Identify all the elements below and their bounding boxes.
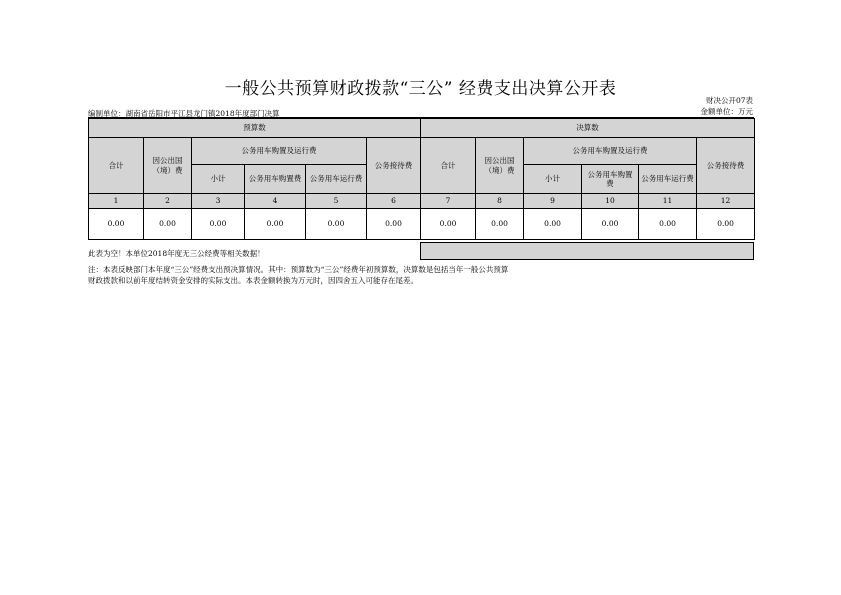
final-vehicle-operation-header: 公务用车运行费 [639,165,697,194]
column-number: 9 [524,194,582,209]
final-total-value: 0.00 [421,209,476,240]
budget-subtotal-value: 0.00 [192,209,245,240]
footnote-line-2: 财政拨款和以前年度结转资金安排的实际支出。本表金额转换为万元时，因四舍五入可能存在尾差。 [88,276,418,286]
column-number: 12 [697,194,755,209]
column-number: 3 [192,194,245,209]
column-number: 5 [306,194,367,209]
budget-abroad-value: 0.00 [144,209,192,240]
footnote [88,264,648,287]
budget-vehicle-operation-value: 0.00 [306,209,367,240]
final-total-header: 合计 [421,138,476,194]
budget-vehicle-purchase-value: 0.00 [245,209,306,240]
column-number: 11 [639,194,697,209]
budget-total-header: 合计 [89,138,144,194]
column-number: 1 [89,194,144,209]
final-reception-header: 公务接待费 [697,138,755,194]
form-code: 财决公开07表 [705,96,753,105]
final-vehicle-group-header: 公务用车购置及运行费 [524,138,697,165]
final-reception-value: 0.00 [697,209,755,240]
amount-unit: 金额单位：万元 [700,107,753,116]
column-number: 4 [245,194,306,209]
final-abroad-value: 0.00 [476,209,524,240]
three-public-expenses-table [88,118,755,240]
column-number: 8 [476,194,524,209]
budget-total-value: 0.00 [89,209,144,240]
budget-reception-value: 0.00 [367,209,421,240]
column-number: 2 [144,194,192,209]
budget-abroad-header: 因公出国（境）费 [144,138,192,194]
final-vehicle-operation-value: 0.00 [639,209,697,240]
budget-header: 预算数 [89,119,421,138]
final-subtotal-value: 0.00 [524,209,582,240]
empty-table-note: 此表为空！本单位2018年度无三公经费等相关数据！ [88,249,265,258]
final-vehicle-purchase-value: 0.00 [582,209,639,240]
budget-subtotal-header: 小计 [192,165,245,194]
column-number: 7 [421,194,476,209]
page-title: 一般公共预算财政拨款“三公” 经费支出决算公开表 [224,79,617,99]
footnote-line-1: 注：本表反映部门本年度“三公”经费支出预决算情况。其中：预算数为“三公”经费年初预算数，决算数是包括当年一般公共预算 [88,265,509,274]
budget-vehicle-purchase-header: 公务用车购置费 [245,165,306,194]
compiling-unit: 编制单位：湖南省岳阳市平江县龙门镇2018年度部门决算 [88,109,280,118]
final-vehicle-purchase-header: 公务用车购置费 [582,165,639,194]
gray-filler-bar [420,242,754,260]
budget-vehicle-operation-header: 公务用车运行费 [306,165,367,194]
final-header: 决算数 [421,119,755,138]
final-abroad-header: 因公出国（境）费 [476,138,524,194]
budget-reception-header: 公务接待费 [367,138,421,194]
column-number: 10 [582,194,639,209]
budget-vehicle-group-header: 公务用车购置及运行费 [192,138,367,165]
final-subtotal-header: 小计 [524,165,582,194]
column-number: 6 [367,194,421,209]
